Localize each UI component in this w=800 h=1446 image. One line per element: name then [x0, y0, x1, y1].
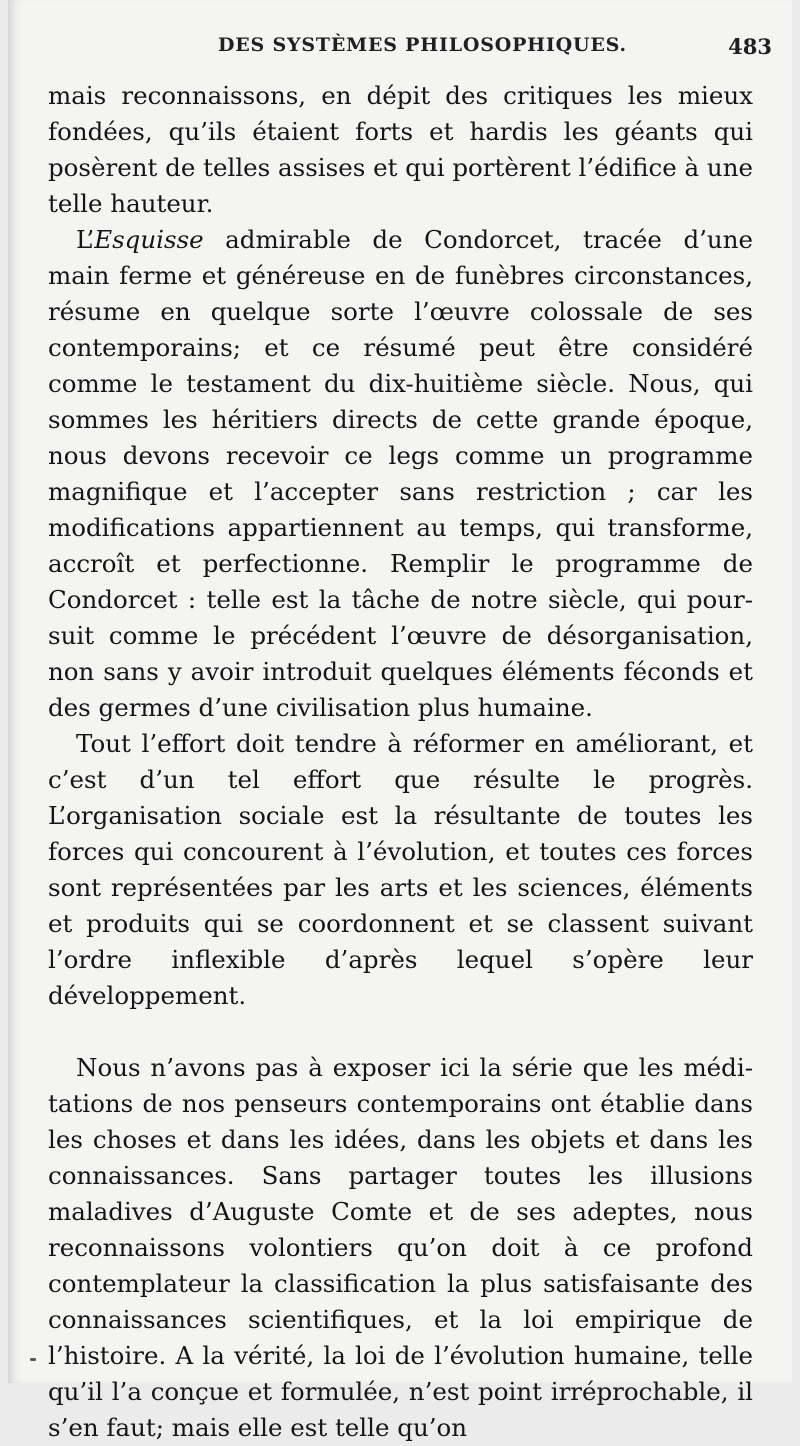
italic-title: Esquisse [94, 225, 204, 254]
paragraph-4: Nous n’avons pas à exposer ici la série que les méditations de nos penseurs contemporains ont établie dans les choses et dans les idées, dans les objets et dans les connaissances. Sans partager toutes les illusions maladives d’Auguste Comte et de ses adeptes, nous reconnaissons volontiers qu’on doit à ce profond contemplateur la classification la plus satisfaisante des connaissances scientifiques, et la loi empirique de l’histoire. A la vérité, la loi de l’évolution humaine, telle qu’il l’a conçue et formulée, n’est point irréprochable, il s’en faut; mais elle est telle qu’on [48, 1053, 753, 1442]
body-text [48, 78, 753, 1446]
paragraph-2: L’Esquisse admirable de Condorcet, tracée d’une main ferme et généreuse en de funèbres circonstances, résume en quelque sorte l’œuvre colossale de ses contemporains; et ce résumé peut être considéré comme le testament du dix-huitième siècle. Nous, qui sommes les héritiers directs de cette grande époque, nous devons recevoir ce legs comme un programme magnifique et l’accepter sans restriction ; car les modifications appartiennent au temps, qui transforme, accroît et perfectionne. Remplir le programme de Condorcet : telle est la tâche de notre siècle, qui poursuit comme le précédent l’œuvre de désorganisation, non sans y avoir introduit quelques éléments féconds et des germes d’une civilisation plus humaine. [48, 225, 753, 722]
page-header [8, 34, 792, 64]
ink-speck [30, 1358, 36, 1361]
page-number: 483 [728, 34, 772, 59]
paragraph-1: mais reconnaissons, en dépit des critiques les mieux fondées, qu’ils étaient forts et hardis les géants qui posèrent de telles assises et qui portèrent l’édifice à une telle hauteur. [48, 81, 753, 218]
paragraph-3: Tout l’effort doit tendre à réformer en améliorant, et c’est d’un tel effort que résulte le progrès. L’organisation sociale est la résultante de toutes les forces qui concourent à l’évolution, et toutes ces forces sont représentées par les arts et les sciences, éléments et produits qui se coordonnent et se classent suivant l’ordre inflexible d’après lequel s’opère leur développement. [48, 729, 753, 1010]
book-page [8, 0, 792, 1442]
running-title: DES SYSTÈMES PHILOSOPHIQUES. [218, 34, 627, 56]
